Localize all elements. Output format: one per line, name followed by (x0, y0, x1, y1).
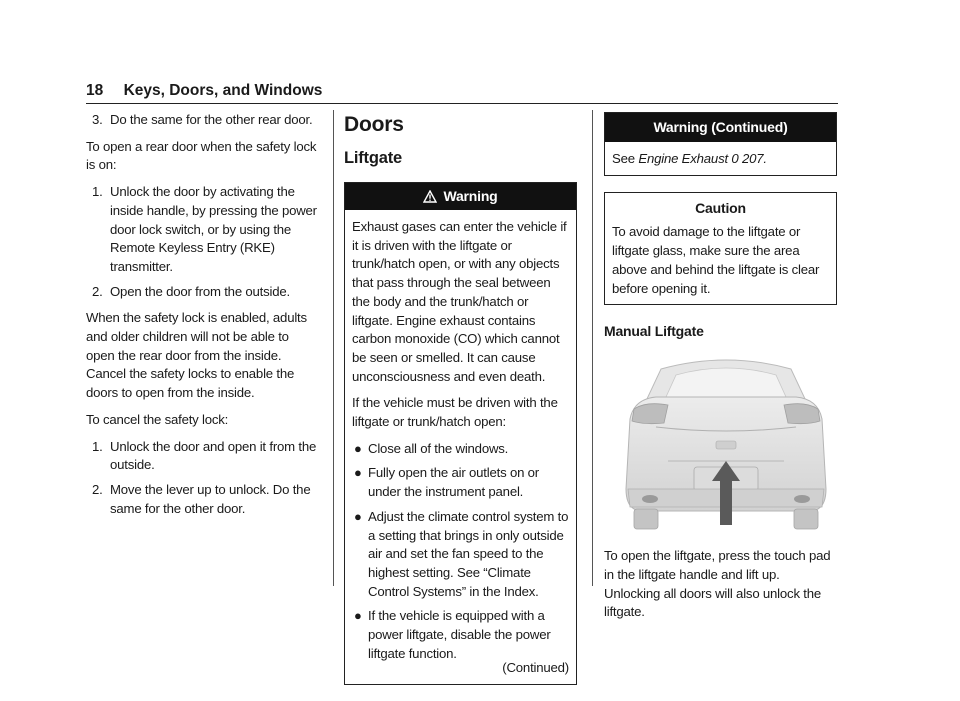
step-number: 1. (92, 438, 103, 454)
list-item (86, 283, 318, 302)
cancel-steps-list (86, 438, 318, 519)
header-rule (86, 103, 838, 104)
warning-title: Warning (443, 188, 498, 204)
page-ref-symbol: 0 (731, 151, 739, 166)
chapter-title: Keys, Doors, and Windows (123, 82, 323, 99)
step-list-continued (86, 111, 318, 130)
warning-paragraph: If the vehicle must be driven with the liftgate or trunk/hatch open: (352, 395, 558, 430)
column-3 (604, 112, 837, 622)
step-text: Open the door from the outside. (110, 283, 291, 299)
bullet-icon: ● (354, 440, 362, 456)
caution-header: Caution (695, 199, 746, 216)
step-number: 2. (92, 283, 103, 299)
subsection-title: Liftgate (344, 149, 402, 167)
bullet-icon: ● (354, 508, 362, 524)
warning-continued-header: Warning (Continued) (605, 113, 836, 142)
warning-continued-body (605, 142, 836, 175)
manual-liftgate-paragraph: To open the liftgate, press the touch pad in the liftgate handle and lift up. Unlocking all doors will also unlock the liftgate. (604, 548, 831, 620)
column-1 (86, 111, 318, 526)
step-number: 3. (92, 112, 103, 127)
see-label: See (612, 151, 635, 166)
bullet-text: If the vehicle is equipped with a power liftgate, disable the power liftgate function. (368, 608, 551, 661)
caution-box (604, 192, 837, 306)
caution-body (605, 219, 836, 304)
continued-label: (Continued) (502, 660, 569, 676)
list-item (352, 464, 569, 501)
warning-box (344, 182, 577, 685)
liftgate-illustration (616, 349, 836, 537)
step-text: Move the lever up to unlock. Do the same for the other door. (110, 481, 311, 516)
bullet-icon: ● (354, 465, 362, 481)
warning-header (345, 183, 576, 210)
page-number: 18 (86, 82, 104, 99)
page-header (86, 82, 322, 100)
column-2 (344, 112, 577, 701)
step-number: 1. (92, 184, 103, 200)
paragraph: To open a rear door when the safety lock is on: (86, 138, 317, 173)
list-item (352, 607, 569, 663)
paragraph: When the safety lock is enabled, adults and older children will not be able to open the rear door from the inside. Cancel the safety locks to enable the doors to open from the inside. (86, 310, 307, 401)
warning-bullets (352, 440, 569, 664)
step-text: Do the same for the other rear door. (110, 112, 313, 127)
step-text: Unlock the door and open it from the outside. (110, 438, 317, 473)
bullet-text: Fully open the air outlets on or under the instrument panel. (368, 465, 540, 500)
manual-liftgate-heading: Manual Liftgate (604, 323, 704, 340)
bullet-text: Close all of the windows. (368, 440, 509, 456)
warning-body (345, 210, 576, 684)
paragraph: To cancel the safety lock: (86, 411, 229, 427)
column-divider-left (333, 110, 334, 586)
list-item (352, 508, 569, 602)
section-title: Doors (344, 113, 404, 136)
warning-paragraph: Exhaust gases can enter the vehicle if it is driven with the liftgate or trunk/hatch open, or with any objects that pass through the seal between the body and the trunk/hatch or liftgate. Engine exhaust contains carbon monoxide (CO) which cannot be seen or smelled. It can cause unconsciousness and even death. (352, 219, 567, 384)
list-item (86, 111, 318, 130)
list-item (86, 481, 318, 518)
warning-triangle-icon (423, 185, 437, 212)
warning-continued-box (604, 112, 837, 176)
list-item (352, 440, 569, 459)
caution-text: To avoid damage to the liftgate or liftgate glass, make sure the area above and behind the liftgate is clear before opening it. (612, 224, 820, 296)
bullet-text: Adjust the climate control system to a setting that brings in only outside air and set the fan speed to the highest setting. See “Climate Control Systems” in the Index. (368, 508, 569, 599)
step-number: 2. (92, 481, 103, 497)
bullet-icon: ● (354, 608, 362, 624)
list-item (86, 438, 318, 475)
column-divider-right (592, 110, 593, 586)
step-text: Unlock the door by activating the inside handle, by pressing the power door lock switch, or by using the Remote Keyless Entry (RKE) transmitter. (110, 184, 317, 274)
cross-reference-page: 207. (742, 151, 767, 166)
list-item (86, 183, 318, 277)
cross-reference-title: Engine Exhaust (638, 151, 728, 166)
open-steps-list (86, 183, 318, 301)
